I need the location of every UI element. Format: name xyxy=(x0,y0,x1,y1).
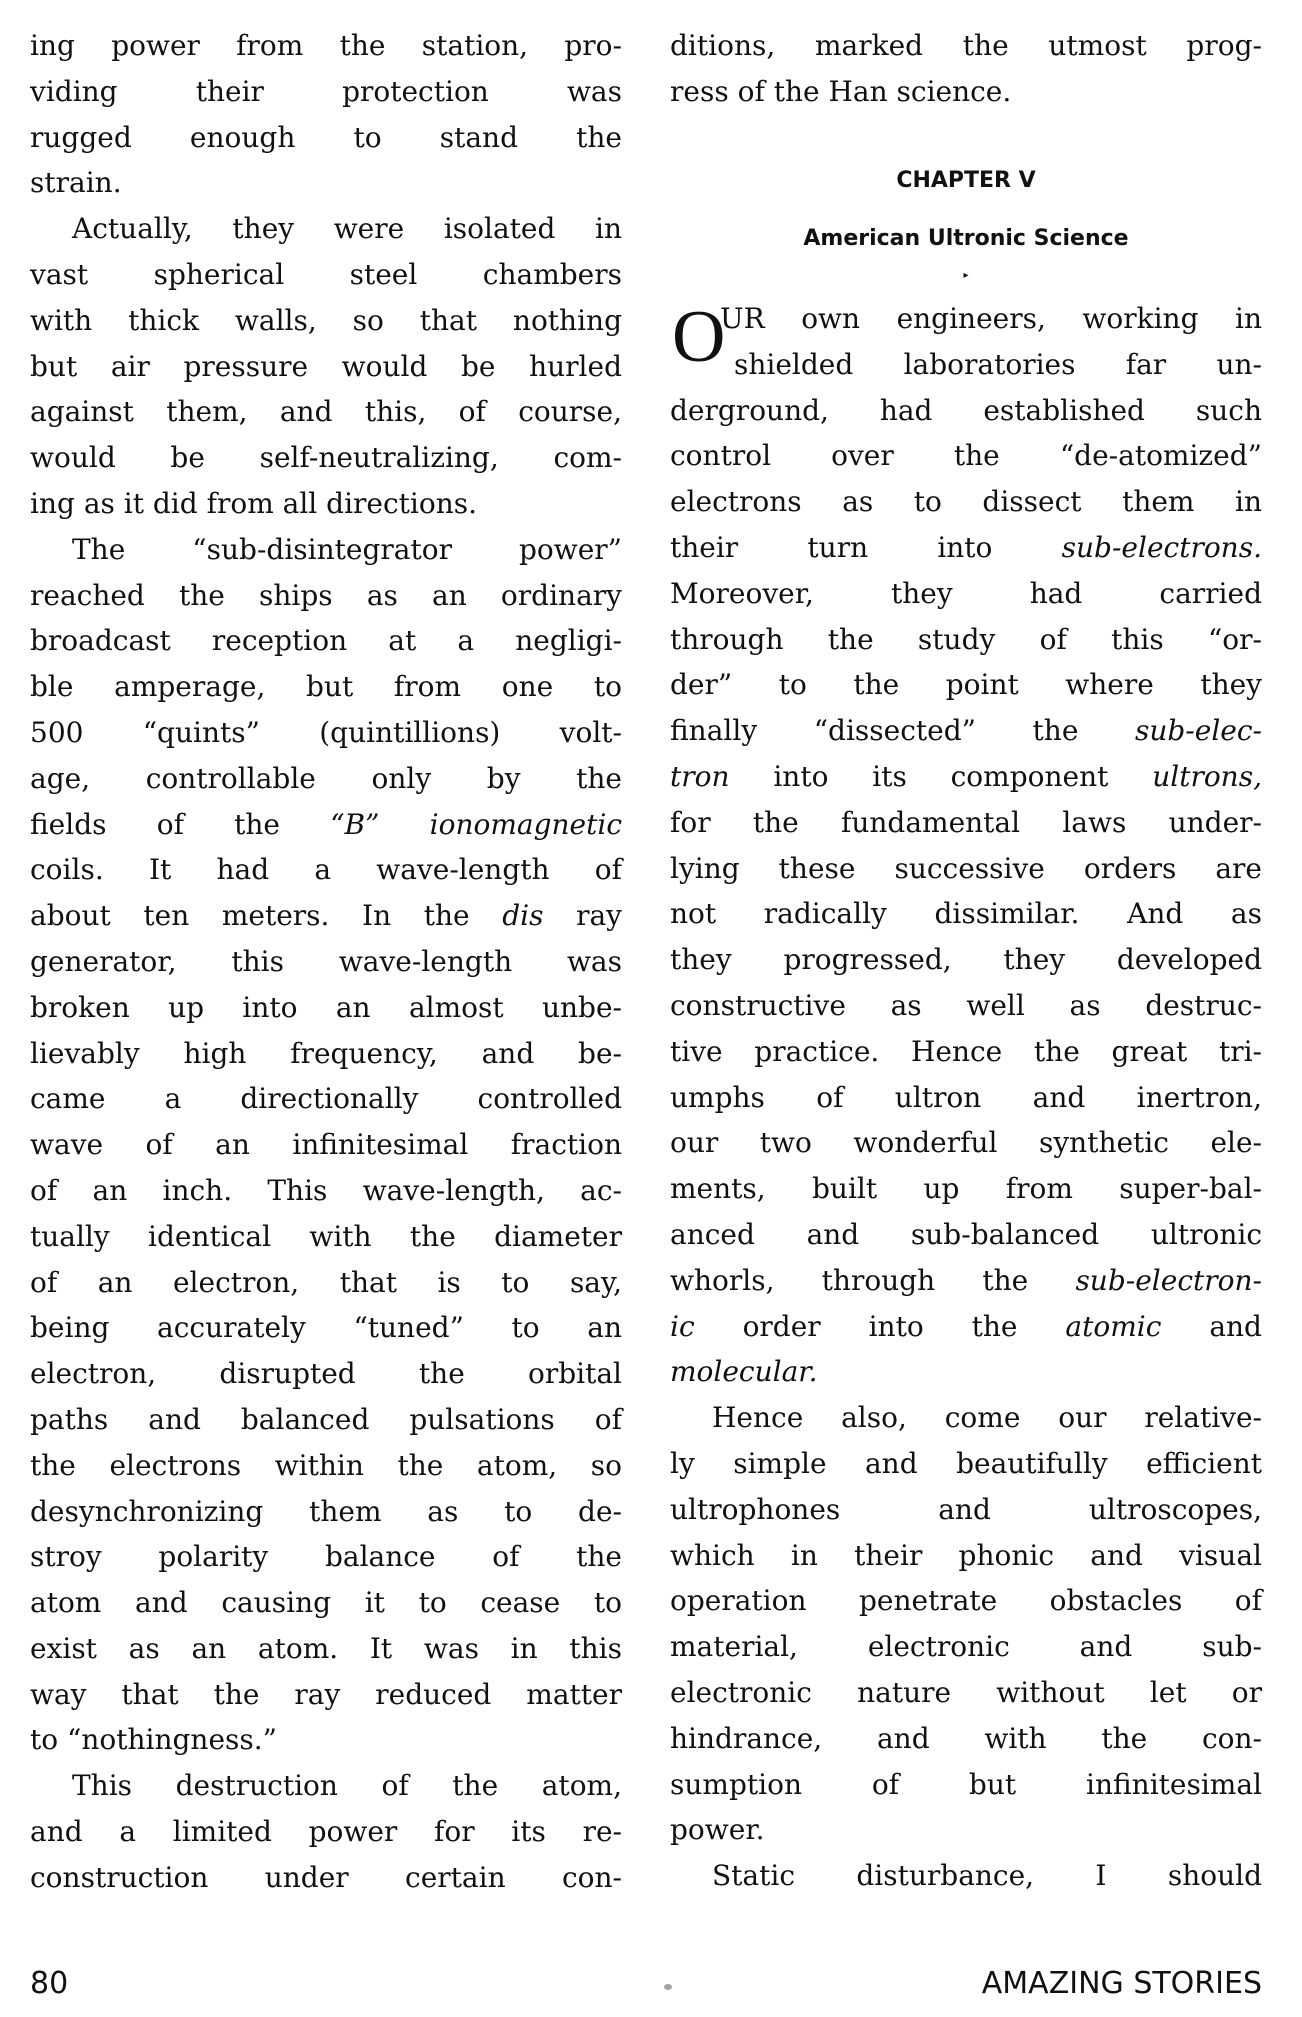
text-segment: lying these successive orders are xyxy=(670,851,1262,885)
text-segment: Hence also, come our relative- xyxy=(712,1401,1262,1435)
text-segment: which in their phonic and visual xyxy=(670,1538,1262,1572)
text-segment: desynchronizing them as to de- xyxy=(30,1494,622,1528)
text-line xyxy=(30,847,622,893)
chapter-number: CHAPTER V xyxy=(896,168,1036,193)
text-line xyxy=(670,433,1262,479)
text-line xyxy=(670,1258,1262,1304)
text-segment: but air pressure would be hurled xyxy=(30,349,622,383)
text-line xyxy=(670,1075,1262,1121)
text-line xyxy=(30,939,622,985)
text-line xyxy=(670,23,1262,69)
text-line xyxy=(670,800,1262,846)
text-segment: and a limited power for its re- xyxy=(30,1815,622,1849)
text-segment: construction under certain con- xyxy=(30,1860,622,1894)
paragraph xyxy=(670,1395,1262,1853)
text-segment: lievably high frequency, and be- xyxy=(30,1036,622,1070)
text-segment: atom and causing it to cease to xyxy=(30,1586,622,1620)
text-line xyxy=(30,69,622,115)
text-segment: Static disturbance, I should xyxy=(712,1859,1262,1893)
text-line xyxy=(670,1212,1262,1258)
text-segment: ress of the Han science. xyxy=(670,74,1012,108)
text-segment: control over the “de-atomized” xyxy=(670,439,1262,473)
text-line xyxy=(30,1214,622,1260)
text-segment: 500 “quints” (quintillions) volt- xyxy=(30,715,622,749)
text-segment: being accurately “tuned” to an xyxy=(30,1311,622,1345)
text-segment: through the study of this “or- xyxy=(670,622,1262,656)
text-segment: ultrophones and ultroscopes, xyxy=(670,1492,1262,1526)
text-line xyxy=(30,344,622,390)
text-segment: hindrance, and with the con- xyxy=(670,1721,1262,1755)
text-segment: Actually, they were isolated in xyxy=(72,212,622,246)
paragraph xyxy=(670,1853,1262,1899)
text-line xyxy=(30,1305,622,1351)
text-line xyxy=(30,1855,622,1901)
text-line xyxy=(30,481,622,527)
text-segment: ray xyxy=(543,899,622,933)
text-line xyxy=(30,1534,622,1580)
text-line xyxy=(30,1717,622,1763)
text-segment: anced and sub-balanced ultronic xyxy=(670,1217,1262,1251)
text-segment: shielded laboratories far un- xyxy=(734,347,1262,381)
text-line xyxy=(670,1441,1262,1487)
italic-text: dis xyxy=(502,899,544,933)
text-line xyxy=(670,296,1262,342)
text-line xyxy=(30,710,622,756)
text-segment: electronic nature without let or xyxy=(670,1675,1262,1709)
text-segment: vast spherical steel chambers xyxy=(30,257,622,291)
text-line xyxy=(670,891,1262,937)
text-line xyxy=(670,617,1262,663)
text-segment: ditions, marked the utmost prog- xyxy=(670,29,1262,62)
text-segment: broadcast reception at a negligi- xyxy=(30,624,622,658)
text-segment: with thick walls, so that nothing xyxy=(30,303,622,337)
text-segment: into its component xyxy=(729,759,1153,793)
text-line xyxy=(30,1351,622,1397)
text-segment: sumption of but infinitesimal xyxy=(670,1767,1262,1801)
text-line xyxy=(30,252,622,298)
text-line xyxy=(30,1260,622,1306)
text-line xyxy=(670,525,1262,571)
text-segment: stroy polarity balance of the xyxy=(30,1540,622,1574)
text-segment: generator, this wave-length was xyxy=(30,944,622,978)
text-line xyxy=(30,573,622,619)
paragraph xyxy=(30,1763,622,1900)
text-line xyxy=(30,115,622,161)
text-line xyxy=(670,479,1262,525)
paragraph xyxy=(670,23,1262,115)
text-line xyxy=(30,1763,622,1809)
text-line xyxy=(30,1122,622,1168)
text-line xyxy=(30,893,622,939)
text-segment: paths and balanced pulsations of xyxy=(30,1402,622,1436)
text-segment: order into the xyxy=(694,1309,1066,1343)
text-segment: tually identical with the diameter xyxy=(30,1219,622,1253)
text-line xyxy=(670,754,1262,800)
text-line xyxy=(30,985,622,1031)
text-segment: UR own engineers, working in xyxy=(720,302,1262,335)
text-segment: wave of an infinitesimal fraction xyxy=(30,1128,622,1162)
text-line xyxy=(670,1670,1262,1716)
text-line xyxy=(670,846,1262,892)
text-line xyxy=(30,1031,622,1077)
text-segment: and xyxy=(1161,1309,1262,1343)
text-line xyxy=(670,662,1262,708)
text-segment: Moreover, they had carried xyxy=(670,576,1262,610)
magazine-name: AMAZING STORIES xyxy=(981,1966,1262,2001)
text-segment: whorls, through the xyxy=(670,1263,1076,1297)
text-segment: ing power from the station, pro- xyxy=(30,29,622,62)
text-segment: coils. It had a wave-length of xyxy=(30,853,622,887)
text-segment: electron, disrupted the orbital xyxy=(30,1357,622,1391)
right-text-column-bottom xyxy=(670,296,1262,1899)
text-segment: power. xyxy=(670,1813,765,1847)
text-segment: electrons as to dissect them in xyxy=(670,485,1262,519)
text-segment: ments, built up from super-bal- xyxy=(670,1172,1262,1206)
italic-text: tron xyxy=(670,759,730,793)
paragraph xyxy=(30,206,622,527)
text-segment: umphs of ultron and inertron, xyxy=(670,1080,1262,1114)
text-line xyxy=(670,1395,1262,1441)
text-segment: reached the ships as an ordinary xyxy=(30,578,622,612)
italic-text: atomic xyxy=(1065,1309,1162,1343)
print-smudge xyxy=(664,1984,672,1990)
text-segment: The “sub-disintegrator power” xyxy=(72,532,622,566)
text-segment: against them, and this, of course, xyxy=(30,395,622,429)
left-text-column xyxy=(30,23,622,1901)
text-line xyxy=(30,802,622,848)
text-line xyxy=(30,527,622,573)
text-line xyxy=(670,1349,1262,1395)
text-segment: ble amperage, but from one to xyxy=(30,670,622,704)
italic-text: sub-electron- xyxy=(1075,1263,1262,1297)
text-line xyxy=(30,1443,622,1489)
text-line xyxy=(670,69,1262,115)
text-segment: to “nothingness.” xyxy=(30,1723,277,1757)
paragraph xyxy=(670,296,1262,1395)
chapter-title: American Ultronic Science xyxy=(803,226,1129,251)
text-line xyxy=(30,1626,622,1672)
text-line xyxy=(670,1807,1262,1853)
text-segment: way that the ray reduced matter xyxy=(30,1677,622,1711)
text-line xyxy=(670,1762,1262,1808)
text-line xyxy=(30,664,622,710)
text-segment: the electrons within the atom, so xyxy=(30,1448,622,1482)
chapter-ornament: ▸ xyxy=(963,270,969,281)
text-line xyxy=(670,1166,1262,1212)
text-line xyxy=(670,1716,1262,1762)
italic-text: molecular. xyxy=(670,1355,818,1389)
text-segment: viding their protection was xyxy=(30,74,622,108)
text-line xyxy=(670,1120,1262,1166)
text-segment: age, controllable only by the xyxy=(30,761,622,795)
text-segment: they progressed, they developed xyxy=(670,943,1262,977)
text-line xyxy=(670,937,1262,983)
text-segment: their turn into xyxy=(670,530,1062,564)
text-segment: about ten meters. In the xyxy=(30,899,503,933)
text-segment: constructive as well as destruc- xyxy=(670,988,1262,1022)
text-line xyxy=(670,1853,1262,1899)
text-segment: broken up into an almost unbe- xyxy=(30,990,622,1024)
text-line xyxy=(30,435,622,481)
text-line xyxy=(30,1672,622,1718)
text-segment: of an electron, that is to say, xyxy=(30,1265,622,1299)
text-segment: This destruction of the atom, xyxy=(72,1769,622,1803)
text-segment: for the fundamental laws under- xyxy=(670,805,1262,839)
text-segment: tive practice. Hence the great tri- xyxy=(670,1034,1262,1068)
text-segment: our two wonderful synthetic ele- xyxy=(670,1126,1262,1160)
text-line xyxy=(30,298,622,344)
text-line xyxy=(30,160,622,206)
text-line xyxy=(670,1487,1262,1533)
text-segment: would be self-neutralizing, com- xyxy=(30,441,622,475)
text-line xyxy=(30,1168,622,1214)
text-line xyxy=(30,206,622,252)
italic-text: sub-elec- xyxy=(1134,714,1262,748)
text-line xyxy=(670,708,1262,754)
text-line xyxy=(30,389,622,435)
page-number: 80 xyxy=(30,1966,69,2001)
italic-text: ic xyxy=(670,1309,695,1343)
drop-cap: O xyxy=(672,296,726,378)
italic-text: ultrons, xyxy=(1152,759,1262,793)
italic-text: sub-electrons. xyxy=(1061,530,1262,564)
text-line xyxy=(670,1624,1262,1670)
text-segment: derground, had established such xyxy=(670,393,1262,427)
text-line xyxy=(670,983,1262,1029)
text-line xyxy=(30,1809,622,1855)
text-line xyxy=(30,1076,622,1122)
text-line xyxy=(30,1580,622,1626)
text-line xyxy=(670,342,1262,388)
right-text-column-top xyxy=(670,23,1262,115)
text-segment: rugged enough to stand the xyxy=(30,120,622,154)
paragraph xyxy=(30,527,622,1764)
text-line xyxy=(670,1578,1262,1624)
text-segment: exist as an atom. It was in this xyxy=(30,1631,622,1665)
italic-text: “B” ionomagnetic xyxy=(330,807,622,841)
text-line xyxy=(670,1029,1262,1075)
text-segment: of an inch. This wave-length, ac- xyxy=(30,1173,622,1207)
text-line xyxy=(30,1489,622,1535)
text-segment: not radically dissimilar. And as xyxy=(670,897,1262,931)
text-segment: strain. xyxy=(30,166,122,200)
text-segment: ing as it did from all directions. xyxy=(30,486,478,520)
text-segment: fields of the xyxy=(30,807,331,841)
text-line xyxy=(30,756,622,802)
paragraph xyxy=(30,23,622,206)
text-line xyxy=(30,23,622,69)
text-line xyxy=(30,1397,622,1443)
text-line xyxy=(670,571,1262,617)
text-segment: der” to the point where they xyxy=(670,668,1262,702)
text-line xyxy=(670,1533,1262,1579)
text-segment: came a directionally controlled xyxy=(30,1082,622,1116)
text-line xyxy=(30,618,622,664)
text-segment: ly simple and beautifully efficient xyxy=(670,1446,1262,1480)
text-segment: material, electronic and sub- xyxy=(670,1630,1262,1664)
text-segment: finally “dissected” the xyxy=(670,714,1135,748)
text-segment: operation penetrate obstacles of xyxy=(670,1584,1262,1618)
text-line xyxy=(670,388,1262,434)
text-line xyxy=(670,1304,1262,1350)
